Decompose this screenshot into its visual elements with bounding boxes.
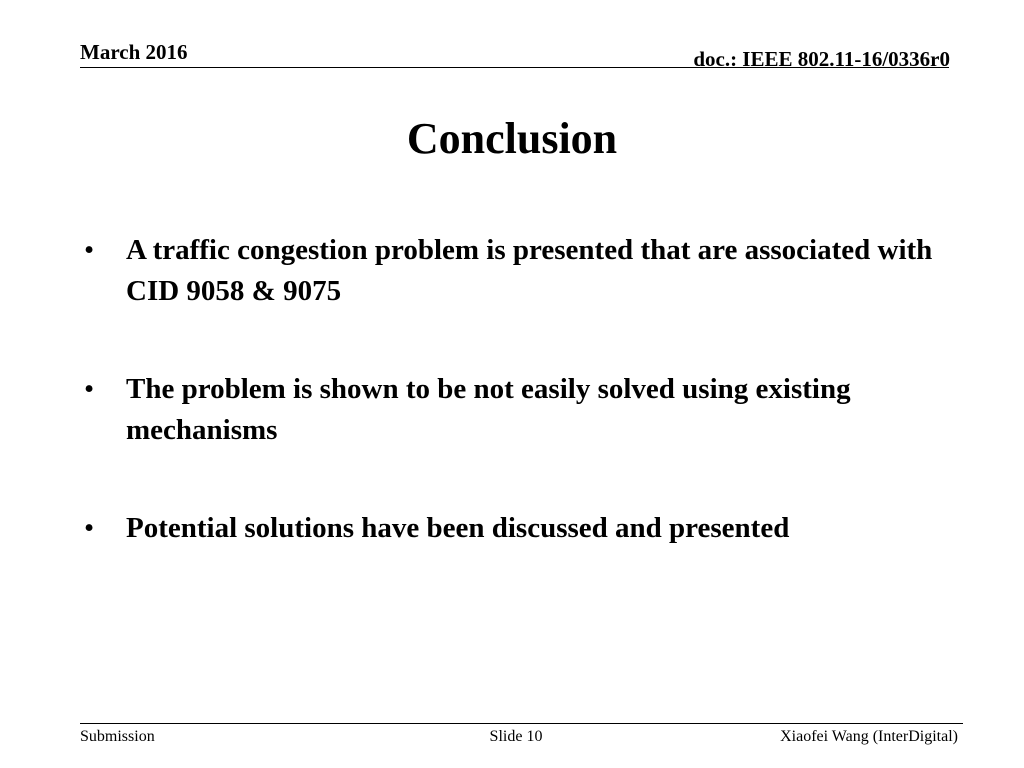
footer-slide-number: Slide 10 <box>489 728 543 745</box>
bullet-item <box>84 508 944 549</box>
bullet-icon: • <box>84 234 95 266</box>
bullet-item <box>84 369 944 451</box>
bullet-text: A traffic congestion problem is presented that are associated with CID 9058 & 9075 <box>126 234 933 307</box>
header-date: March 2016 <box>80 40 188 64</box>
slide-title: Conclusion <box>406 114 618 163</box>
header-doc-id: doc.: IEEE 802.11-16/0336r0 <box>693 47 950 71</box>
bullet-text: Potential solutions have been discussed and presented <box>126 512 790 544</box>
bullet-icon: • <box>84 373 95 405</box>
bullet-text: The problem is shown to be not easily solved using existing mechanisms <box>126 373 851 446</box>
bullet-icon: • <box>84 512 95 544</box>
header-divider <box>80 67 949 68</box>
bullet-list <box>84 230 944 606</box>
footer-author: Xiaofei Wang (InterDigital) <box>780 728 958 745</box>
footer-divider <box>80 723 963 724</box>
bullet-item <box>84 230 944 312</box>
footer-submission: Submission <box>80 728 155 745</box>
